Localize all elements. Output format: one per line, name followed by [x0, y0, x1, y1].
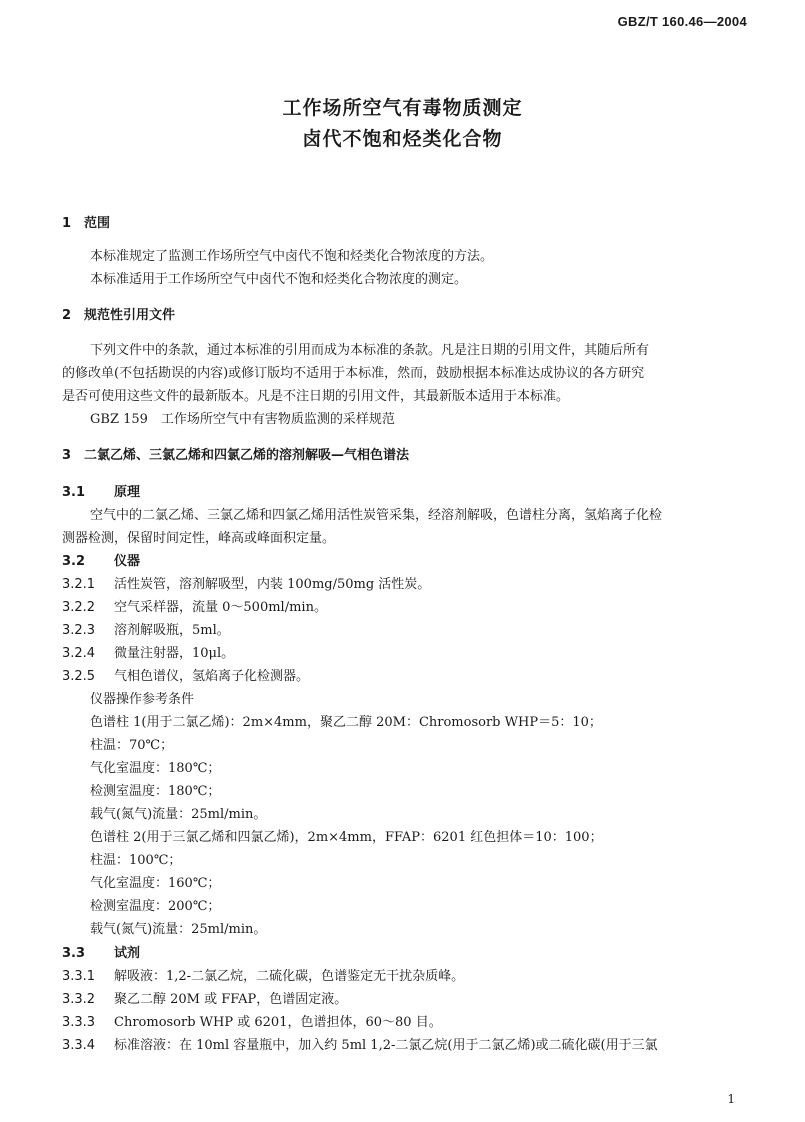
- clause-number: 3.3.2: [62, 992, 96, 1007]
- clause-number: 3.3.3: [62, 1015, 96, 1030]
- instrument-condition-line: 柱温：70℃；: [90, 738, 174, 753]
- instrument-condition-line: 柱温：100℃；: [90, 853, 182, 868]
- section-1-heading: [62, 215, 110, 233]
- instrument-condition-line: 载气(氮气)流量：25ml/min。: [90, 807, 267, 822]
- instrument-condition-line: 气化室温度：160℃；: [90, 876, 221, 891]
- clause-text: 活性炭管，溶剂解吸型，内装 100mg/50mg 活性炭。: [114, 577, 431, 592]
- paragraph-line: 是否可使用这些文件的最新版本。凡是不注日期的引用文件，其最新版本适用于本标准。: [62, 389, 570, 404]
- clause-number: 3.2.3: [62, 623, 96, 638]
- clause-text: 微量注射器，10μl。: [114, 646, 235, 661]
- paragraph: 本标准规定了监测工作场所空气中卤代不饱和烃类化合物浓度的方法。: [90, 249, 494, 264]
- instrument-condition-line: 色谱柱 1(用于二氯乙烯)：2m×4mm，聚乙二醇 20M：Chromosorb WHP＝5：10；: [90, 715, 602, 730]
- instrument-condition-line: 仪器操作参考条件: [90, 692, 195, 707]
- clause-number: 3.3.4: [62, 1038, 96, 1053]
- subsection-title: 原理: [114, 485, 141, 500]
- clause-text: 气相色谱仪，氢焰离子化检测器。: [114, 669, 310, 684]
- subsection-title: 仪器: [114, 554, 141, 569]
- clause-3-2-5: [62, 668, 309, 686]
- clause-number: 3.2.4: [62, 646, 96, 661]
- clause-number: 3.3.1: [62, 969, 96, 984]
- clause-text: 聚乙二醇 20M 或 FFAP，色谱固定液。: [114, 992, 348, 1007]
- clause-3-3-4: [62, 1037, 658, 1055]
- paragraph-line: 下列文件中的条款，通过本标准的引用而成为本标准的条款。凡是注日期的引用文件，其随后所有: [90, 343, 650, 358]
- instrument-condition-line: 检测室温度：200℃；: [90, 899, 221, 914]
- clause-3-2-4: [62, 645, 234, 663]
- clause-3-2-2: [62, 599, 327, 617]
- subsection-3-2-heading: [62, 553, 140, 571]
- clause-text: 空气采样器，流量 0～500ml/min。: [114, 600, 327, 615]
- clause-number: 3.2.2: [62, 600, 96, 615]
- section-number: 1: [62, 216, 72, 231]
- subsection-number: 3.3: [62, 946, 86, 961]
- clause-number: 3.2.5: [62, 669, 96, 684]
- subsection-number: 3.1: [62, 485, 86, 500]
- clause-3-3-3: [62, 1014, 442, 1032]
- normative-reference: GBZ 159 工作场所空气中有害物质监测的采样规范: [90, 412, 395, 427]
- page-number: 1: [727, 1092, 735, 1106]
- instrument-condition-line: 检测室温度：180℃；: [90, 784, 221, 799]
- clause-3-3-2: [62, 991, 347, 1009]
- section-number: 2: [62, 308, 72, 323]
- clause-number: 3.2.1: [62, 577, 96, 592]
- section-2-heading: [62, 307, 175, 325]
- section-3-heading: [62, 447, 409, 465]
- paragraph-line: 空气中的二氯乙烯、三氯乙烯和四氯乙烯用活性炭管采集，经溶剂解吸，色谱柱分离，氢焰离子化检: [90, 508, 663, 523]
- subsection-3-3-heading: [62, 945, 140, 963]
- clause-3-3-1: [62, 968, 464, 986]
- document-title-line1: 工作场所空气有毒物质测定: [282, 97, 523, 119]
- paragraph-line: 的修改单(不包括勘误的内容)或修订版均不适用于本标准，然而，鼓励根据本标准达成协议的各方研究: [62, 366, 645, 381]
- clause-3-2-1: [62, 576, 430, 594]
- clause-text: Chromosorb WHP 或 6201，色谱担体，60～80 目。: [114, 1015, 442, 1030]
- standard-code: GBZ/T 160.46—2004: [617, 14, 747, 29]
- instrument-condition-line: 色谱柱 2(用于三氯乙烯和四氯乙烯)，2m×4mm，FFAP：6201 红色担体＝10：100；: [90, 830, 603, 845]
- section-number: 3: [62, 448, 72, 463]
- instrument-condition-line: 载气(氮气)流量：25ml/min。: [90, 922, 267, 937]
- subsection-number: 3.2: [62, 554, 86, 569]
- clause-3-2-3: [62, 622, 230, 640]
- section-title: 二氯乙烯、三氯乙烯和四氯乙烯的溶剂解吸—气相色谱法: [84, 448, 410, 463]
- subsection-title: 试剂: [114, 946, 141, 961]
- paragraph: 本标准适用于工作场所空气中卤代不饱和烃类化合物浓度的测定。: [90, 272, 468, 287]
- paragraph-line: 测器检测，保留时间定性，峰高或峰面积定量。: [62, 531, 336, 546]
- section-title: 范围: [84, 216, 111, 231]
- subsection-3-1-heading: [62, 484, 140, 502]
- clause-text: 解吸液：1,2-二氯乙烷，二硫化碳，色谱鉴定无干扰杂质峰。: [114, 969, 465, 984]
- section-title: 规范性引用文件: [84, 308, 176, 323]
- clause-text: 标准溶液：在 10ml 容量瓶中，加入约 5ml 1,2-二氯乙烷(用于二氯乙烯)或二硫化碳(用于三氯: [114, 1038, 658, 1053]
- clause-text: 溶剂解吸瓶，5ml。: [114, 623, 230, 638]
- document-title-line2: 卤代不饱和烃类化合物: [302, 128, 503, 150]
- instrument-condition-line: 气化室温度：180℃；: [90, 761, 221, 776]
